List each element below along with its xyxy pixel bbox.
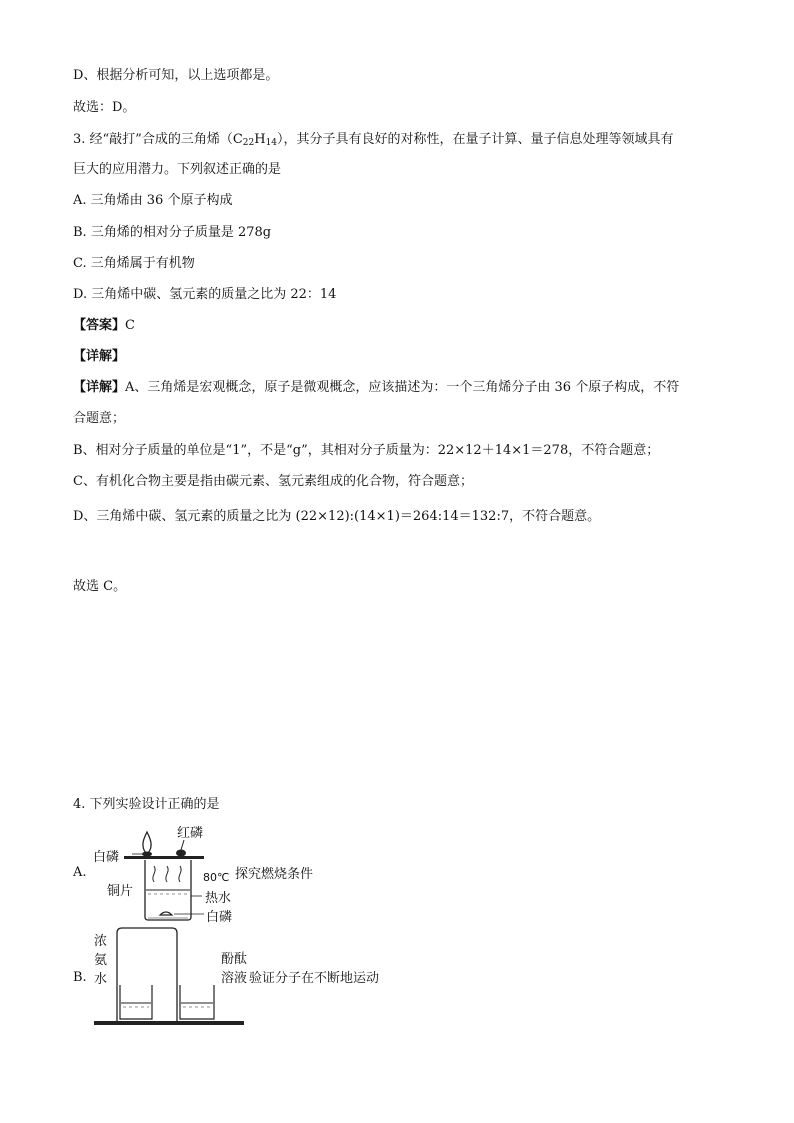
label-copper: 铜片 bbox=[107, 884, 134, 899]
q3-choice: 故选 C。 bbox=[73, 579, 127, 594]
copper-plate bbox=[124, 856, 204, 859]
q3-detail-heading: 【详解】 bbox=[73, 349, 126, 364]
q3-option-d: D. 三角烯中碳、氢元素的质量之比为 22：14 bbox=[73, 287, 337, 302]
q4-option-a-letter: A. bbox=[73, 865, 87, 880]
q4-option-b-letter: B. bbox=[73, 970, 87, 985]
label-ammonia-1: 浓 bbox=[94, 934, 108, 949]
q3-stem-line-1: 3. 经“敲打”合成的三角烯$(C_{22}H_{14})$，其分子具有良好的对称性，在量子计算、量子信息处理等领域具有 bbox=[73, 132, 674, 148]
label-ammonia-2: 氨 bbox=[94, 953, 108, 968]
ammonia-beaker bbox=[120, 985, 152, 1019]
label-red-phosphorus: 红磷 bbox=[177, 826, 204, 841]
q3-detail-b: B、相对分子质量的单位是“1”，不是“g”，其相对分子质量为：22×12＋14×1＝278，不符合题意； bbox=[73, 443, 660, 458]
label-phenolphthalein: 酚酞 bbox=[221, 952, 248, 967]
q3-detail-d: D、三角烯中碳、氢元素的质量之比为 (22×12):(14×1)＝264:14＝132:7，不符合题意。 bbox=[73, 509, 601, 524]
phenolphthalein-beaker bbox=[180, 985, 214, 1019]
q3-option-b: B. 三角烯的相对分子质量是 278g bbox=[73, 225, 272, 240]
caption-molecule-motion: 验证分子在不断地运动 bbox=[249, 971, 380, 986]
table-surface bbox=[94, 1021, 244, 1025]
q3-detail-a-line-1: 【详解】A、三角烯是宏观概念，原子是微观概念，应该描述为：一个三角烯分子由 36 个原子构成，不符 bbox=[73, 380, 680, 395]
q3-option-c: C. 三角烯属于有机物 bbox=[73, 256, 195, 271]
q3-detail-c: C、有机化合物主要是指由碳元素、氢元素组成的化合物，符合题意； bbox=[73, 474, 473, 489]
label-temperature: 80℃ bbox=[203, 871, 230, 884]
q3-answer: 【答案】C bbox=[73, 318, 135, 333]
label-ammonia-3: 水 bbox=[94, 972, 108, 987]
label-solution: 溶液 bbox=[221, 971, 248, 986]
white-phosphorus-bottom bbox=[160, 912, 172, 915]
label-hot-water: 热水 bbox=[205, 891, 232, 906]
q3-option-a: A. 三角烯由 36 个原子构成 bbox=[73, 193, 233, 208]
prev-option-d: D、根据分析可知，以上选项都是。 bbox=[73, 68, 279, 83]
red-phosphorus bbox=[176, 850, 186, 857]
flame-icon bbox=[143, 832, 151, 853]
label-white-phosphorus-bottom: 白磷 bbox=[206, 910, 233, 925]
q3-detail-a-line-2: 合题意； bbox=[73, 411, 126, 426]
q4-stem: 4. 下列实验设计正确的是 bbox=[73, 797, 220, 812]
white-phosphorus-top bbox=[142, 852, 152, 857]
caption-combustion: 探究燃烧条件 bbox=[235, 867, 314, 882]
prev-choice: 故选：D。 bbox=[73, 100, 136, 115]
q3-stem-line-2: 巨大的应用潜力。下列叙述正确的是 bbox=[73, 162, 282, 177]
label-white-phosphorus-top: 白磷 bbox=[93, 850, 120, 865]
